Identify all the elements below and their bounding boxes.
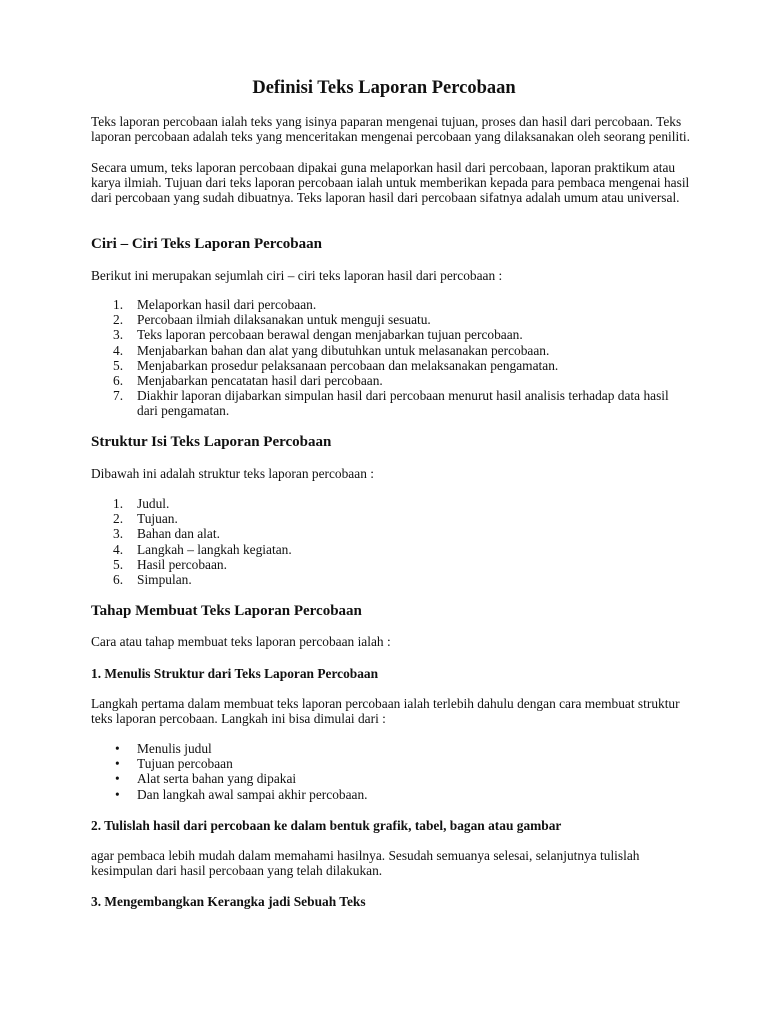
list-item xyxy=(91,496,691,511)
list-number: 2. xyxy=(113,511,124,527)
list-number: 3. xyxy=(113,526,124,542)
list-number: 1. xyxy=(113,297,124,312)
list-item-text: Alat serta bahan yang dipakai xyxy=(137,771,297,787)
list-item xyxy=(91,557,691,572)
list-item-text: Tujuan percobaan xyxy=(137,756,233,772)
ciri-lead: Berikut ini merupakan sejumlah ciri – ciri teks laporan hasil dari percobaan : xyxy=(91,268,503,283)
list-number: 4. xyxy=(113,541,124,557)
list-item xyxy=(91,343,691,358)
list-item-text: Percobaan ilmiah dilaksanakan untuk menguji sesuatu. xyxy=(137,312,431,328)
ciri-heading: Ciri – Ciri Teks Laporan Percobaan xyxy=(91,236,322,252)
list-item-text: Tujuan. xyxy=(137,511,178,527)
list-item-text: Melaporkan hasil dari percobaan. xyxy=(137,297,317,312)
struktur-lead: Dibawah ini adalah struktur teks laporan percobaan : xyxy=(91,466,374,481)
intro-paragraph-2: Secara umum, teks laporan percobaan dipakai guna melaporkan hasil dari percobaan, laporan praktikum atau karya ilmiah. Tujuan dari teks laporan percobaan ialah untuk memberikan kepada para pembaca mengenai hasil dari percobaan yang sudah dibuatnya. Teks laporan hasil dari percobaan sifatnya adalah umum atau universal. xyxy=(91,160,690,206)
list-item-text: Teks laporan percobaan berawal dengan menjabarkan tujuan percobaan. xyxy=(137,327,523,343)
list-item xyxy=(91,572,691,587)
list-item-text: Diakhir laporan dijabarkan simpulan hasil dari percobaan menurut hasil analisis terhadap data hasil dari pengamatan. xyxy=(137,388,669,419)
struktur-heading: Struktur Isi Teks Laporan Percobaan xyxy=(91,434,332,450)
list-item xyxy=(91,787,691,802)
list-item xyxy=(91,373,691,388)
list-item xyxy=(91,526,691,541)
list-number: 6. xyxy=(113,572,124,588)
list-number: 1. xyxy=(113,496,124,511)
list-number: 6. xyxy=(113,373,124,389)
bullet-icon: • xyxy=(115,771,120,787)
list-item xyxy=(91,741,691,756)
list-item-text: Menjabarkan prosedur pelaksanaan percobaan dan melaksanakan pengamatan. xyxy=(137,357,559,373)
list-item xyxy=(91,297,691,312)
list-item xyxy=(91,542,691,557)
list-number: 3. xyxy=(113,327,124,343)
intro-paragraph-1: Teks laporan percobaan ialah teks yang isinya paparan mengenai tujuan, proses dan hasil dari percobaan. Teks laporan percobaan adalah teks yang menceritakan mengenai percobaan yang dilaksanakan oleh seorang peniliti. xyxy=(91,114,690,145)
bullet-icon: • xyxy=(115,756,120,772)
list-item-text: Menjabarkan bahan dan alat yang dibutuhkan untuk melasanakan percobaan. xyxy=(137,342,550,358)
bullet-icon: • xyxy=(115,741,120,756)
bullet-icon: • xyxy=(115,786,120,802)
list-item-text: Dan langkah awal sampai akhir percobaan. xyxy=(137,786,368,802)
list-number: 5. xyxy=(113,556,124,572)
list-number: 7. xyxy=(113,388,124,404)
document-title: Definisi Teks Laporan Percobaan xyxy=(252,78,516,98)
list-item xyxy=(91,312,691,327)
list-item-text: Bahan dan alat. xyxy=(137,526,220,542)
list-item-text: Hasil percobaan. xyxy=(137,556,227,572)
list-item-text: Menulis judul xyxy=(137,741,212,756)
list-item xyxy=(91,388,691,418)
ciri-list xyxy=(91,297,691,419)
step1-text: Langkah pertama dalam membuat teks laporan percobaan ialah terlebih dahulu dengan cara membuat struktur teks laporan percobaan. Langkah ini bisa dimulai dari : xyxy=(91,696,680,727)
list-item xyxy=(91,327,691,342)
list-item xyxy=(91,771,691,786)
list-number: 2. xyxy=(113,312,124,328)
list-number: 4. xyxy=(113,342,124,358)
list-item-text: Menjabarkan pencatatan hasil dari percobaan. xyxy=(137,373,383,389)
list-item-text: Langkah – langkah kegiatan. xyxy=(137,541,292,557)
step1-heading: 1. Menulis Struktur dari Teks Laporan Percobaan xyxy=(91,666,379,681)
tahap-heading: Tahap Membuat Teks Laporan Percobaan xyxy=(91,603,362,619)
struktur-list xyxy=(91,496,691,587)
step2-text: agar pembaca lebih mudah dalam memahami hasilnya. Sesudah semuanya selesai, selanjutnya tulislah kesimpulan dari hasil percobaan yang telah dilakukan. xyxy=(91,848,640,879)
list-item xyxy=(91,756,691,771)
step2-heading: 2. Tulislah hasil dari percobaan ke dalam bentuk grafik, tabel, bagan atau gambar xyxy=(91,818,562,833)
tahap-lead: Cara atau tahap membuat teks laporan percobaan ialah : xyxy=(91,634,391,649)
list-item xyxy=(91,358,691,373)
list-item xyxy=(91,511,691,526)
list-item-text: Simpulan. xyxy=(137,572,192,588)
step1-bullet-list xyxy=(91,741,691,802)
list-number: 5. xyxy=(113,357,124,373)
list-item-text: Judul. xyxy=(137,496,170,511)
step3-heading: 3. Mengembangkan Kerangka jadi Sebuah Teks xyxy=(91,894,366,909)
